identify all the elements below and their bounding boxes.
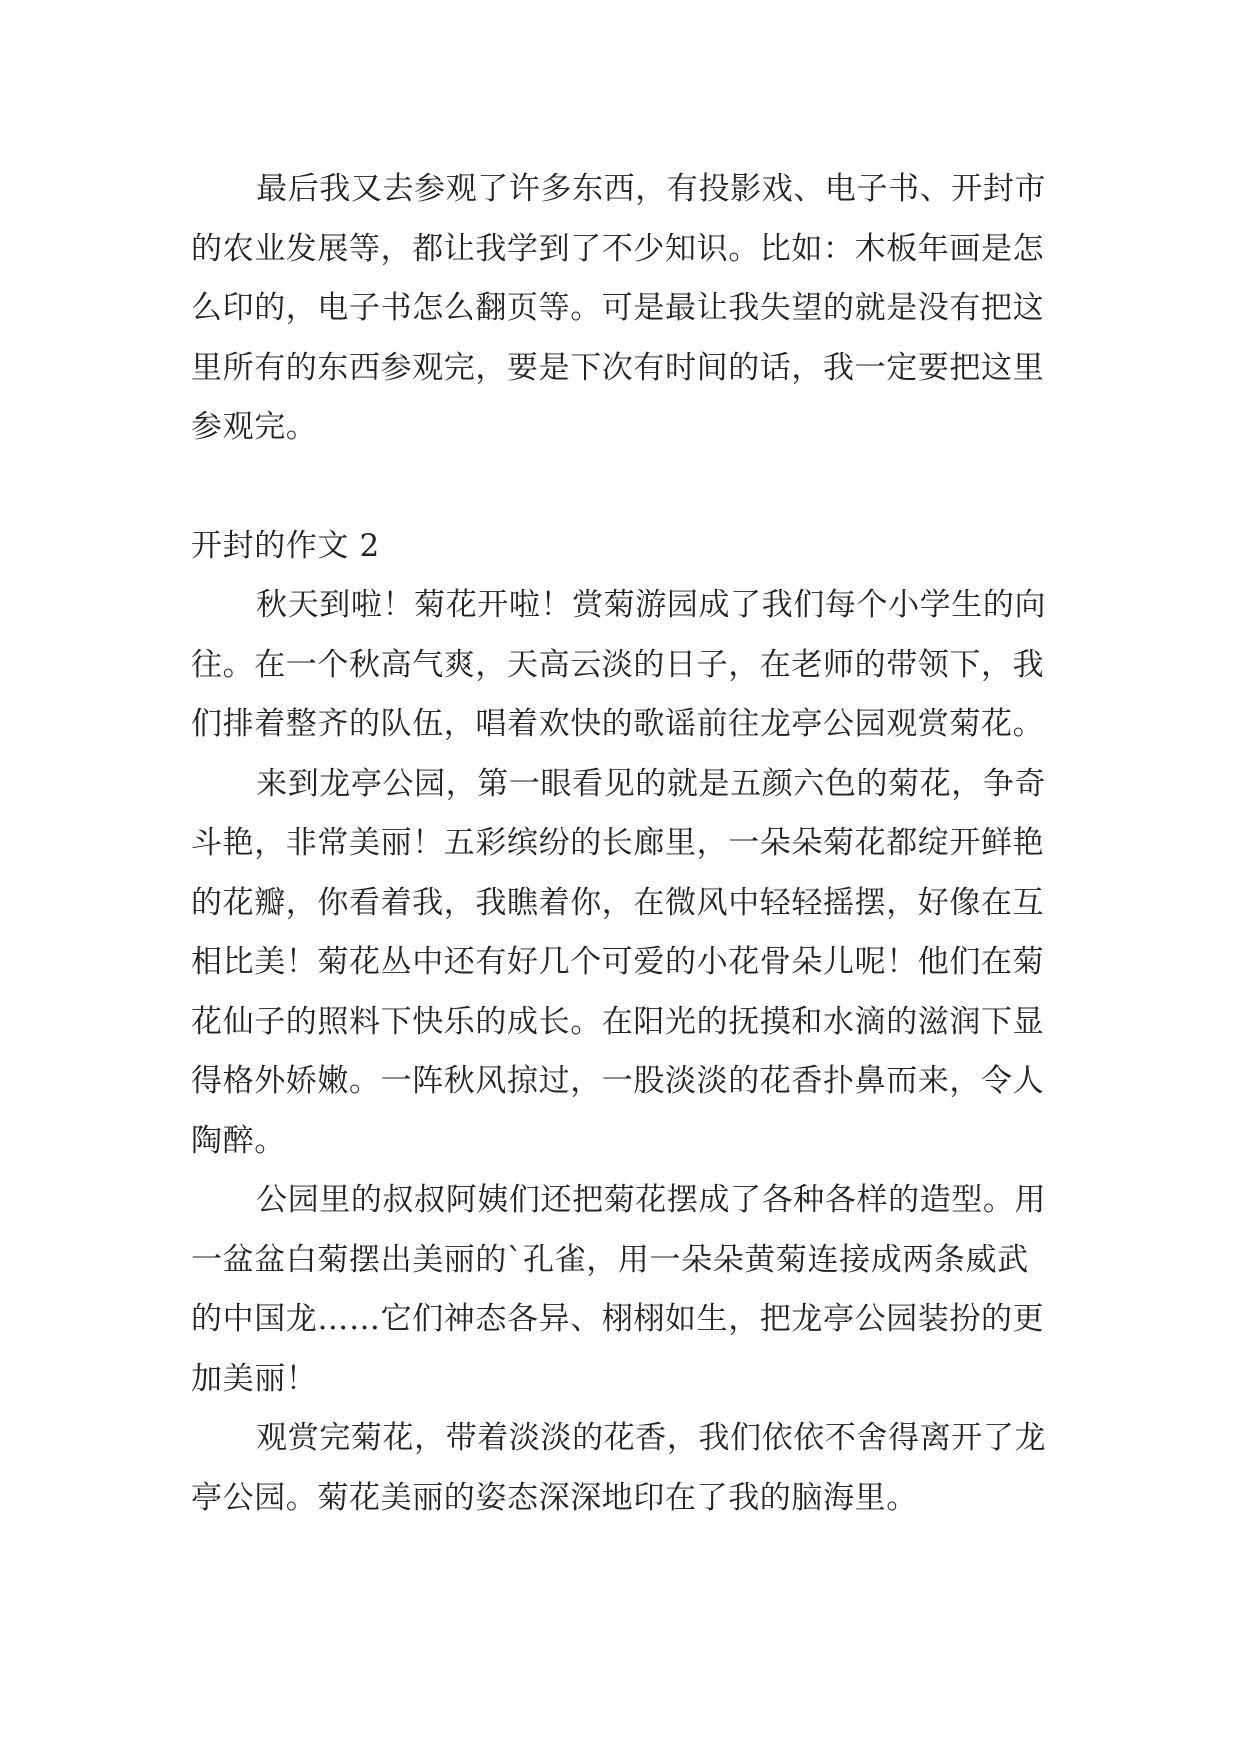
section-spacer <box>191 458 1051 517</box>
body-paragraph-1: 秋天到啦！菊花开啦！赏菊游园成了我们每个小学生的向往。在一个秋高气爽，天高云淡的日子，在老师的带领下，我们排着整齐的队伍，唱着欢快的歌谣前往龙亭公园观赏菊花。 <box>191 587 1047 742</box>
body-paragraph-4: 观赏完菊花，带着淡淡的花香，我们依依不舍得离开了龙亭公园。菊花美丽的姿态深深地印在了我的脑海里。 <box>191 1420 1047 1516</box>
document-body <box>191 160 1051 1528</box>
body-paragraph-3: 公园里的叔叔阿姨们还把菊花摆成了各种各样的造型。用一盆盆白菊摆出美丽的`孔雀，用一朵朵黄菊连接成两条威武的中国龙……它们神态各异、栩栩如生，把龙亭公园装扮的更加美丽！ <box>191 1182 1047 1397</box>
section-title: 开封的作文 2 <box>191 527 380 564</box>
body-paragraph-2: 来到龙亭公园，第一眼看见的就是五颜六色的菊花，争奇斗艳，非常美丽！五彩缤纷的长廊里，一朵朵菊花都绽开鲜艳的花瓣，你看着我，我瞧着你，在微风中轻轻摇摆，好像在互相比美！菊花丛中还有好几个可爱的小花骨朵儿呢！他们在菊花仙子的照料下快乐的成长。在阳光的抚摸和水滴的滋润下显得格外娇嫩。一阵秋风掠过，一股淡淡的花香扑鼻而来，令人陶醉。 <box>191 765 1047 1159</box>
intro-paragraph: 最后我又去参观了许多东西，有投影戏、电子书、开封市的农业发展等，都让我学到了不少知识。比如：木板年画是怎么印的，电子书怎么翻页等。可是最让我失望的就是没有把这里所有的东西参观完，要是下次有时间的话，我一定要把这里参观完。 <box>191 171 1047 445</box>
